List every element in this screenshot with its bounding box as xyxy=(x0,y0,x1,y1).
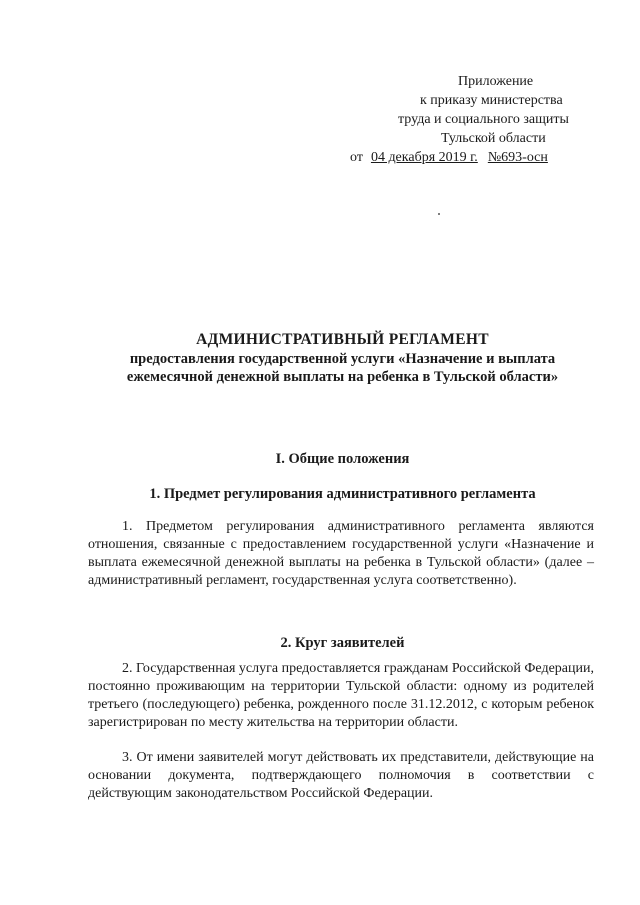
approval-region-line: Тульской области xyxy=(441,131,546,146)
approval-appendix-label: Приложение xyxy=(458,74,534,89)
scan-speck xyxy=(438,213,440,215)
paragraph-3: 3. От имени заявителей могут действовать их представители, действующие на основании документа, подтверждающего полномочия в соответствии с действующим законодательством Российской Федерации. xyxy=(88,750,594,801)
subsection-heading-applicants: 2. Круг заявителей xyxy=(280,635,405,651)
section-heading-general: I. Общие положения xyxy=(275,451,410,467)
approval-block xyxy=(340,72,600,167)
approval-date: 04 декабря 2019 г. xyxy=(370,150,478,165)
approval-order-line: к приказу министерства xyxy=(420,93,563,108)
approval-number: №693-осн xyxy=(487,150,548,165)
paragraph-1: 1. Предметом регулирования административного регламента являются отношения, связанные с предоставлением государственной услуги «Назначение и выплата ежемесячной денежной выплаты на ребенка в Тульской области» (далее – административный регламент, государственная услуга соответственно). xyxy=(88,519,594,588)
paragraph-2: 2. Государственная услуга предоставляется гражданам Российской Федерации, постоянно проживающим на территории Тульской области: одному из родителей третьего (последующего) ребенка, рожденного после 31.12.2012, с которым ребенок зарегистрирован по месту жительства на территории области. xyxy=(88,661,594,730)
subsection-heading-subject: 1. Предмет регулирования административного регламента xyxy=(149,486,536,502)
document-subtitle-line2: ежемесячной денежной выплаты на ребенка в Тульской области» xyxy=(126,369,559,385)
document-title-block xyxy=(80,330,605,386)
approval-prefix: от xyxy=(350,150,363,165)
document-title: АДМИНИСТРАТИВНЫЙ РЕГЛАМЕНТ xyxy=(196,331,489,348)
approval-ministry-line: труда и социального защиты xyxy=(398,112,569,127)
document-subtitle-line1: предоставления государственной услуги «Назначение и выплата xyxy=(129,351,556,367)
approval-date-number-line xyxy=(340,148,600,167)
